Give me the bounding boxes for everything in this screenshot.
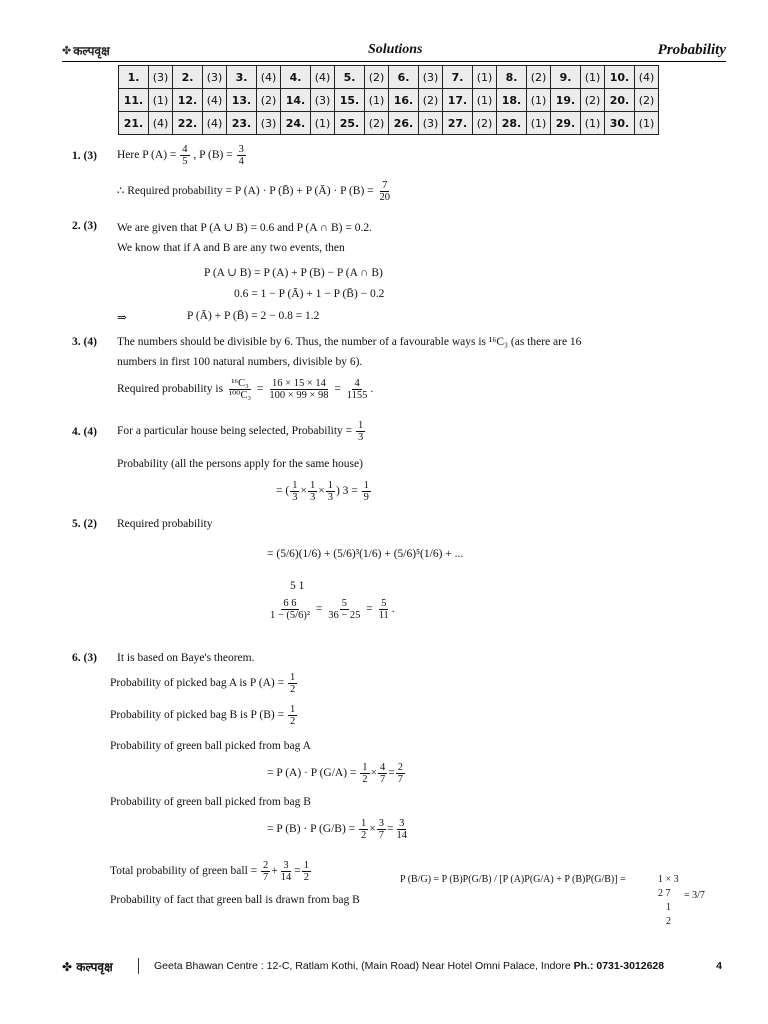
question-number: 1.	[119, 66, 149, 89]
question-number: 28.	[497, 112, 527, 135]
question-number: 12.	[173, 89, 203, 112]
question-number: 30.	[605, 112, 635, 135]
answer-option: (1)	[473, 66, 497, 89]
answer-option: (2)	[365, 112, 389, 135]
solution-6-bayes-den2: 2	[666, 916, 671, 927]
header-section-title: Solutions	[368, 42, 423, 57]
solution-5-line-1: Required probability	[117, 518, 213, 530]
solution-2-line-1: We are given that P (A ∪ B) = 0.6 and P (A ∩ B) = 0.2.	[117, 222, 372, 234]
solution-6-eq-a: = P (A) · P (G/A) = $\frac{1}{2}$ × $\frac{4}{7}$ = $\frac{2}{7}$	[267, 762, 404, 785]
question-number: 10.	[605, 66, 635, 89]
solution-6-line-6: Total probability of green ball = $\frac{2}{7}$ + $\frac{3}{14}$ = $\frac{1}{2}$	[110, 860, 310, 883]
question-number: 11.	[119, 89, 149, 112]
answer-option: (2)	[527, 66, 551, 89]
solution-2-line-2: We know that if A and B are any two events, then	[117, 242, 345, 254]
answer-option: (3)	[257, 112, 281, 135]
question-number: 5.	[335, 66, 365, 89]
answer-key-row	[119, 89, 659, 112]
solution-5-series: = (5/6)(1/6) + (5/6)³(1/6) + (5/6)⁵(1/6) + ...	[267, 548, 464, 560]
question-number: 9.	[551, 66, 581, 89]
question-number: 8.	[497, 66, 527, 89]
solution-6-line-4: Probability of green ball picked from bag A	[110, 740, 311, 752]
question-number: 7.	[443, 66, 473, 89]
question-number: 15.	[335, 89, 365, 112]
answer-option: (4)	[203, 89, 227, 112]
question-number: 29.	[551, 112, 581, 135]
solutions-body	[72, 140, 712, 940]
question-number: 13.	[227, 89, 257, 112]
solution-2-label: 2. (3)	[72, 220, 97, 232]
publisher-logo	[62, 42, 110, 59]
logo-text: कल्पवृक्ष	[73, 44, 110, 58]
solution-1-given: Here P (A) = $\frac{4}{5}$ , P (B) = $\frac{3}{4}$	[117, 144, 244, 167]
solution-6-final: = 3/7	[684, 890, 705, 901]
question-number: 24.	[281, 112, 311, 135]
question-number: 18.	[497, 89, 527, 112]
solution-6-line-2: Probability of picked bag A is P (A) = $\frac{1}{2}$	[110, 672, 296, 695]
solution-2-line-4: 0.6 = 1 − P (Ā) + 1 − P (B̄) − 0.2	[234, 288, 385, 300]
page-number: 4	[716, 960, 722, 972]
question-number: 26.	[389, 112, 419, 135]
answer-option: (1)	[473, 89, 497, 112]
solution-5-top: 5 1	[290, 580, 305, 592]
question-number: 17.	[443, 89, 473, 112]
solution-3-required: Required probability is $\frac{\text{¹⁶C₃}}{\text{¹⁰⁰C₃}}$ = $\frac{16 \times 15 \times 14}{100 \times 99 \times 98}$ = $\frac{4}{1155}$ .	[117, 378, 374, 401]
solution-6-bayes-mid: 2 7	[658, 888, 671, 899]
tree-icon: ✤	[62, 44, 72, 57]
footer-logo: ✤ कल्पवृक्ष	[62, 960, 113, 974]
answer-key-row	[119, 112, 659, 135]
question-number: 6.	[389, 66, 419, 89]
answer-option: (2)	[581, 89, 605, 112]
answer-option: (4)	[257, 66, 281, 89]
question-number: 14.	[281, 89, 311, 112]
answer-option: (2)	[419, 89, 443, 112]
answer-option: (3)	[149, 66, 173, 89]
solution-6-eq-b: = P (B) · P (G/B) = $\frac{1}{2}$ × $\frac{3}{7}$ = $\frac{3}{14}$	[267, 818, 408, 841]
question-number: 4.	[281, 66, 311, 89]
answer-key-table	[118, 65, 659, 135]
question-number: 16.	[389, 89, 419, 112]
solution-4-equation: = ( $\frac{1}{3}$ × $\frac{1}{3}$ × $\frac{1}{3}$ ) 3 = $\frac{1}{9}$	[276, 480, 369, 503]
answer-option: (4)	[203, 112, 227, 135]
solution-6-line-3: Probability of picked bag B is P (B) = $\frac{1}{2}$	[110, 704, 296, 727]
answer-option: (3)	[203, 66, 227, 89]
solution-4-label: 4. (4)	[72, 426, 97, 438]
page-header	[62, 40, 726, 62]
answer-option: (2)	[257, 89, 281, 112]
answer-option: (1)	[311, 112, 335, 135]
answer-key-row	[119, 66, 659, 89]
answer-option: (2)	[635, 89, 659, 112]
question-number: 25.	[335, 112, 365, 135]
answer-option: (1)	[365, 89, 389, 112]
answer-option: (3)	[419, 66, 443, 89]
answer-option: (1)	[527, 89, 551, 112]
answer-option: (3)	[311, 89, 335, 112]
question-number: 22.	[173, 112, 203, 135]
question-number: 3.	[227, 66, 257, 89]
answer-option: (3)	[419, 112, 443, 135]
implies-arrow: ⇒	[117, 312, 127, 324]
solution-3-line-2: numbers in first 100 natural numbers, divisible by 6).	[117, 356, 363, 368]
solution-2-line-5: P (Ā) + P (B̄) = 2 − 0.8 = 1.2	[187, 310, 320, 322]
header-chapter-title: Probability	[657, 42, 726, 58]
question-number: 21.	[119, 112, 149, 135]
question-number: 19.	[551, 89, 581, 112]
question-number: 20.	[605, 89, 635, 112]
question-number: 23.	[227, 112, 257, 135]
question-number: 27.	[443, 112, 473, 135]
solution-3-line-1: The numbers should be divisible by 6. Thus, the number of a favourable ways is ¹⁶C₃ (as there are 16	[117, 336, 582, 348]
solution-6-line-5: Probability of green ball picked from bag B	[110, 796, 311, 808]
answer-option: (2)	[365, 66, 389, 89]
solution-4-line-2: Probability (all the persons apply for the same house)	[117, 458, 363, 470]
solution-6-bayes-num: 1 × 3	[658, 874, 679, 885]
solution-6-line-1: It is based on Baye's theorem.	[117, 652, 255, 664]
solution-6-bayes: P (B/G) = P (B)P(G/B) / [P (A)P(G/A) + P (B)P(G/B)] =	[400, 874, 626, 885]
question-number: 2.	[173, 66, 203, 89]
answer-option: (4)	[635, 66, 659, 89]
answer-option: (4)	[149, 112, 173, 135]
footer-address: Geeta Bhawan Centre : 12-C, Ratlam Kothi, (Main Road) Near Hotel Omni Palace, Indore Ph.: 0731-3012628	[154, 960, 665, 972]
solution-1-label: 1. (3)	[72, 150, 97, 162]
solution-3-label: 3. (4)	[72, 336, 97, 348]
answer-option: (1)	[581, 66, 605, 89]
tree-icon: ✤	[62, 960, 73, 974]
answer-option: (1)	[149, 89, 173, 112]
answer-option: (1)	[527, 112, 551, 135]
answer-option: (4)	[311, 66, 335, 89]
solution-4-line-1: For a particular house being selected, Probability = $\frac{1}{3}$	[117, 420, 364, 443]
solution-1-required: ∴ Required probability = P (A) · P (B̄) + P (Ā) · P (B) = $\frac{7}{20}$	[117, 180, 391, 203]
answer-option: (2)	[473, 112, 497, 135]
solution-6-bayes-den1: 1	[666, 902, 671, 913]
footer-divider	[138, 958, 139, 974]
solution-2-line-3: P (A ∪ B) = P (A) + P (B) − P (A ∩ B)	[204, 267, 383, 279]
answer-option: (1)	[581, 112, 605, 135]
solution-6-line-7: Probability of fact that green ball is drawn from bag B	[110, 894, 360, 906]
solution-5-label: 5. (2)	[72, 518, 97, 530]
answer-option: (1)	[635, 112, 659, 135]
solution-6-label: 6. (3)	[72, 652, 97, 664]
page-footer	[62, 958, 722, 978]
solution-5-fraction: $\frac{6 6}{\text{1 − (5/6)²}}$ = $\frac{5}{36 - 25}$ = $\frac{5}{11}$ .	[270, 598, 395, 621]
